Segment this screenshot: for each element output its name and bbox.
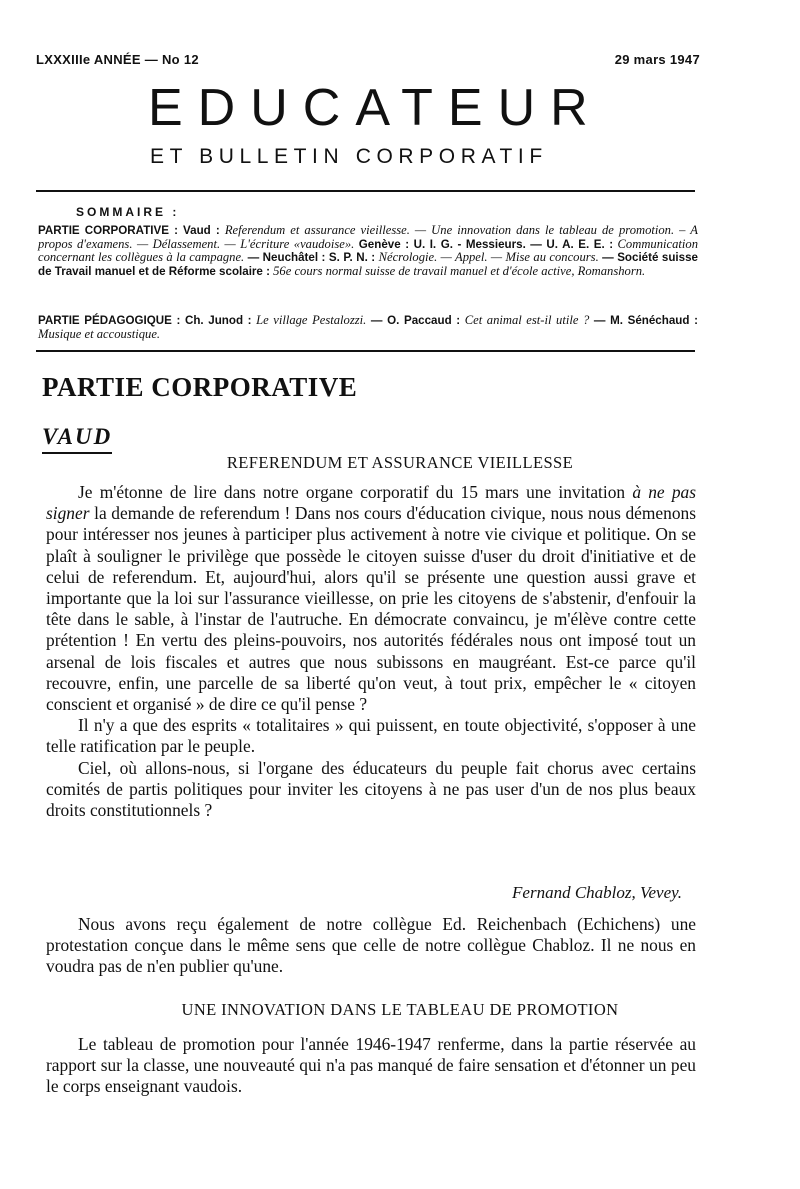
top-rule [36, 190, 695, 192]
editor-note [46, 914, 696, 978]
summary-paccaud-label: — O. Paccaud : [370, 314, 461, 327]
journal-title: EDUCATEUR [148, 79, 603, 137]
issue-header [36, 52, 700, 67]
paragraph-3: Ciel, où allons-nous, si l'organe des éducateurs du peuple fait chorus avec certains comités de partis politiques pour inviter les citoyens à ne pas user d'un de nos plus beaux droits constitutionnels ? [46, 757, 696, 821]
paragraph-1 [46, 482, 696, 715]
signature: Fernand Chabloz, Vevey. [512, 883, 682, 902]
summary-societe-text: 56e cours normal suisse de travail manuel et d'école active, Romanshorn. [273, 263, 646, 278]
summary-corporative [38, 224, 698, 278]
summary-senechaud-label: — M. Sénéchaud : [593, 314, 698, 327]
summary-bottom-rule [36, 350, 695, 352]
canton-heading: VAUD [42, 424, 113, 449]
summary-geneve-label: Genève : U. I. G. - Messieurs. [358, 237, 526, 251]
journal-subtitle: ET BULLETIN CORPORATIF [150, 145, 548, 168]
summary-junod-label: Ch. Junod : [184, 314, 252, 327]
summary-senechaud-text: Musique et accoustique. [38, 326, 161, 341]
article-body [46, 482, 696, 821]
summary-neuchatel-label: — Neuchâtel : S. P. N. : [247, 251, 376, 265]
summary-junod-text: Le village Pestalozzi. [256, 313, 367, 327]
summary-neuchatel-text: Nécrologie. — Appel. — Mise au concours. [378, 250, 599, 265]
paragraph-4: Nous avons reçu également de notre collègue Ed. Reichenbach (Echichens) une protestation conçue dans le même sens que celle de notre collègue Chabloz. Il ne nous en voudra pas de n'en publier qu'une. [46, 914, 696, 977]
summary-paccaud-text: Cet animal est-il utile ? [464, 313, 590, 327]
section-title: PARTIE CORPORATIVE [42, 372, 358, 402]
summary-pedagogique [38, 314, 698, 341]
issue-number: LXXXIIIe ANNÉE — No 12 [36, 52, 199, 67]
summary-uaee-label: — U. A. E. E. : [530, 237, 614, 251]
summary-vaud-text: Referendum et assurance vieillesse. — Une innovation dans le tableau de promotion. – A propos d'examens. — Délassement. — L'écriture «vaudoise». [38, 223, 699, 251]
paragraph-1-emphasis: à ne pas signer [46, 482, 696, 524]
paragraph-1-start: Je m'étonne de lire dans notre organe corporatif du 15 mars une invitation [78, 482, 626, 502]
paragraph-5: Le tableau de promotion pour l'année 1946-1947 renferme, dans la partie réservée au rapport sur la classe, une nouveauté qui n'a pas manqué de faire sensation et d'étonner un peu le corps enseignant vaudois. [46, 1034, 696, 1097]
article-title-referendum: REFERENDUM ET ASSURANCE VIEILLESSE [226, 453, 574, 472]
issue-date: 29 mars 1947 [614, 52, 700, 67]
innovation-body [46, 1034, 696, 1098]
article-title-innovation: UNE INNOVATION DANS LE TABLEAU DE PROMOTION [181, 1000, 619, 1019]
summary-vaud-label: Vaud : [183, 224, 220, 237]
paragraph-2: Il n'y a que des esprits « totalitaires » qui puissent, en toute objectivité, s'opposer à une telle ratification par le peuple. [46, 715, 696, 757]
summary-corporative-label: PARTIE CORPORATIVE : [38, 224, 178, 237]
summary-uaee-text: Communication concernant les collègues à la campagne. [38, 236, 698, 265]
sommaire-heading: SOMMAIRE : [76, 205, 180, 219]
paragraph-1-rest: la demande de referendum ! Dans nos cours d'éducation civique, nous nous démenons pour intéresser nos jeunes à participer plus activement à notre vie civique et politique. On se plaît à souligner le privilège que possède le citoyen suisse d'user du droit d'initiative et de celui de referendum. Et, aujourd'hui, alors qu'il se présente une question aussi grave et importante que la loi sur l'assurance vieillesse, on prie les citoyens de s'abstenir, d'enfouir la tête dans le sable, à l'instar de l'autruche. En démocrate convaincu, je m'élève contre cette prétention ! En vertu des pleins-pouvoirs, nos autorités fédérales nous ont imposé tout un arsenal de lois fiscales et autres que nous subissons en maugréant. Est-ce parce qu'il recouvre, enfin, une parcelle de sa liberté qu'on veut, à tout prix, empêcher le « citoyen conscient et organisé » de dire ce qu'il pense ? [46, 503, 696, 715]
summary-societe-label: — Société suisse de Travail manuel et de Réforme scolaire : [38, 251, 698, 278]
summary-pedagogique-label: PARTIE PÉDAGOGIQUE : [38, 314, 181, 327]
